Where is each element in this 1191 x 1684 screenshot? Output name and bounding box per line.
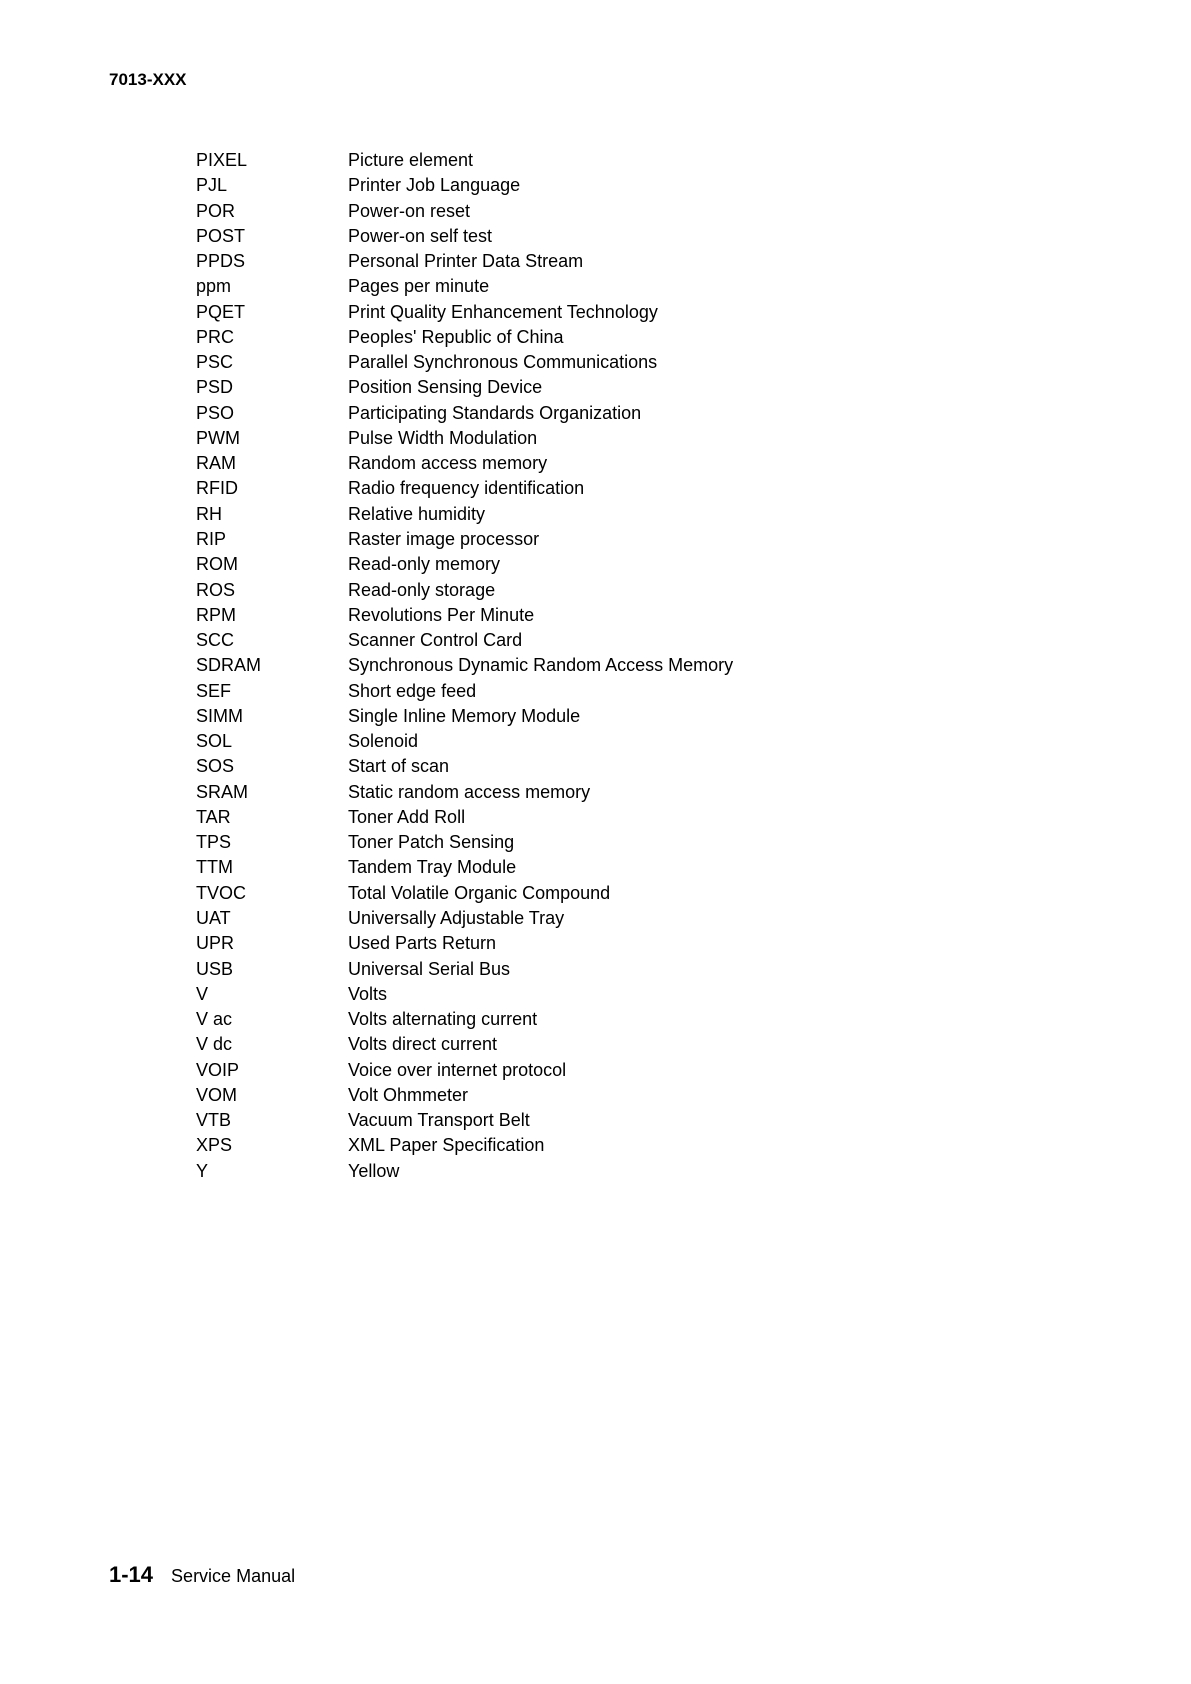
abbreviation-term: RAM	[196, 453, 236, 474]
abbreviation-term: TTM	[196, 857, 233, 878]
list-item	[196, 478, 996, 503]
abbreviation-definition: Yellow	[348, 1160, 400, 1181]
abbreviation-term: PWM	[196, 427, 240, 448]
list-item	[196, 959, 996, 984]
abbreviation-definition: Participating Standards Organization	[348, 402, 642, 423]
abbreviation-definition: Volts alternating current	[348, 1009, 538, 1030]
abbreviation-definition: Volts	[348, 983, 388, 1004]
abbreviation-term: PSC	[196, 352, 234, 373]
abbreviation-definition: Radio frequency identification	[348, 478, 585, 499]
list-item	[196, 175, 996, 200]
abbreviation-definition: Universally Adjustable Tray	[348, 907, 565, 928]
list-item	[196, 327, 996, 352]
abbreviation-term: VOIP	[196, 1059, 240, 1080]
list-item	[196, 984, 996, 1009]
list-item	[196, 201, 996, 226]
abbreviation-term: XPS	[196, 1135, 233, 1156]
abbreviation-definition: Picture element	[348, 150, 474, 170]
abbreviation-definition: Static random access memory	[348, 781, 591, 802]
page-number: 1-14	[109, 1562, 154, 1587]
list-item	[196, 731, 996, 756]
abbreviation-definition: Read-only memory	[348, 554, 501, 575]
abbreviation-term: PPDS	[196, 251, 246, 272]
abbreviation-definition: Volts direct current	[348, 1034, 498, 1055]
abbreviation-definition: Scanner Control Card	[348, 630, 523, 651]
abbreviation-definition: Short edge feed	[348, 680, 477, 701]
abbreviation-definition: Position Sensing Device	[348, 377, 543, 398]
abbreviation-term: ROS	[196, 579, 236, 600]
list-item	[196, 453, 996, 478]
list-item	[196, 1161, 996, 1186]
list-item	[196, 706, 996, 731]
list-item	[196, 1034, 996, 1059]
abbreviation-term: TVOC	[196, 882, 247, 903]
abbreviation-definition: Read-only storage	[348, 579, 496, 600]
abbreviation-term: PQET	[196, 301, 246, 322]
list-item	[196, 681, 996, 706]
abbreviation-definition: Universal Serial Bus	[348, 958, 511, 979]
list-item	[196, 655, 996, 680]
list-item	[196, 832, 996, 857]
abbreviation-definition: Single Inline Memory Module	[348, 705, 581, 726]
abbreviation-term: Y	[196, 1160, 209, 1181]
abbreviation-definition: Tandem Tray Module	[348, 857, 517, 878]
abbreviation-term: POR	[196, 200, 236, 221]
abbreviation-term: PSD	[196, 377, 234, 398]
abbreviation-definition: Pulse Width Modulation	[348, 427, 538, 448]
abbreviation-definition: Toner Patch Sensing	[348, 832, 515, 853]
page-header-model: 7013-XXX	[109, 70, 187, 89]
abbreviation-term: UPR	[196, 933, 235, 954]
abbreviation-term: PSO	[196, 402, 235, 423]
abbreviation-term: RIP	[196, 528, 227, 549]
list-item	[196, 807, 996, 832]
abbreviation-definition: Vacuum Transport Belt	[348, 1110, 530, 1131]
list-item	[196, 529, 996, 554]
abbreviation-term: ROM	[196, 554, 238, 575]
abbreviation-definition: Personal Printer Data Stream	[348, 251, 584, 272]
abbreviation-definition: Parallel Synchronous Communications	[348, 352, 658, 373]
abbreviation-term: TAR	[196, 806, 231, 827]
abbreviation-definition: Raster image processor	[348, 528, 540, 549]
list-item	[196, 403, 996, 428]
abbreviation-definition: Pages per minute	[348, 276, 490, 297]
list-item	[196, 1060, 996, 1085]
abbreviation-definition: Power-on reset	[348, 200, 471, 221]
list-item	[196, 377, 996, 402]
abbreviation-term: PRC	[196, 326, 235, 347]
abbreviation-term: RH	[196, 503, 222, 524]
abbreviation-term: SEF	[196, 680, 232, 701]
abbreviation-term: V	[196, 983, 209, 1004]
abbreviation-term: SCC	[196, 630, 235, 651]
list-item	[196, 605, 996, 630]
list-item	[196, 251, 996, 276]
abbreviation-term: SDRAM	[196, 655, 262, 676]
abbreviation-definition: Power-on self test	[348, 225, 493, 246]
abbreviation-definition: Random access memory	[348, 453, 548, 474]
abbreviation-definition: Solenoid	[348, 731, 419, 752]
list-item	[196, 554, 996, 579]
abbreviation-definition: XML Paper Specification	[348, 1135, 545, 1156]
abbreviation-term: VTB	[196, 1110, 232, 1131]
abbreviation-list	[196, 150, 996, 1186]
abbreviation-term: USB	[196, 958, 234, 979]
manual-title: Service Manual	[171, 1566, 296, 1586]
list-item	[196, 226, 996, 251]
list-item	[196, 933, 996, 958]
abbreviation-definition: Peoples' Republic of China	[348, 326, 564, 347]
abbreviation-definition: Synchronous Dynamic Random Access Memory	[348, 655, 734, 676]
abbreviation-term: POST	[196, 225, 246, 246]
list-item	[196, 1135, 996, 1160]
list-item	[196, 857, 996, 882]
list-item	[196, 782, 996, 807]
abbreviation-term: SIMM	[196, 705, 243, 726]
list-item	[196, 428, 996, 453]
abbreviation-term: SOL	[196, 731, 233, 752]
list-item	[196, 908, 996, 933]
list-item	[196, 150, 996, 175]
abbreviation-term: PIXEL	[196, 150, 248, 170]
list-item	[196, 1110, 996, 1135]
abbreviation-term: SRAM	[196, 781, 249, 802]
abbreviation-term: V ac	[196, 1009, 233, 1030]
abbreviation-definition: Print Quality Enhancement Technology	[348, 301, 658, 322]
abbreviation-definition: Volt Ohmmeter	[348, 1084, 469, 1105]
list-item	[196, 580, 996, 605]
list-item	[196, 276, 996, 301]
list-item	[196, 883, 996, 908]
list-item	[196, 756, 996, 781]
abbreviation-term: VOM	[196, 1084, 238, 1105]
abbreviation-definition: Total Volatile Organic Compound	[348, 882, 611, 903]
page-footer	[109, 1562, 295, 1588]
list-item	[196, 352, 996, 377]
list-item	[196, 630, 996, 655]
abbreviation-definition: Printer Job Language	[348, 175, 521, 196]
list-item	[196, 504, 996, 529]
abbreviation-definition: Relative humidity	[348, 503, 486, 524]
abbreviation-definition: Used Parts Return	[348, 933, 497, 954]
abbreviation-term: UAT	[196, 907, 231, 928]
list-item	[196, 1085, 996, 1110]
abbreviation-term: TPS	[196, 832, 232, 853]
abbreviation-definition: Start of scan	[348, 756, 450, 777]
list-item	[196, 302, 996, 327]
abbreviation-term: RFID	[196, 478, 238, 499]
abbreviation-term: RPM	[196, 604, 236, 625]
abbreviation-term: SOS	[196, 756, 235, 777]
abbreviation-definition: Revolutions Per Minute	[348, 604, 535, 625]
abbreviation-term: PJL	[196, 175, 228, 196]
abbreviation-term: ppm	[196, 276, 232, 297]
abbreviation-definition: Voice over internet protocol	[348, 1059, 567, 1080]
abbreviation-term: V dc	[196, 1034, 233, 1055]
list-item	[196, 1009, 996, 1034]
abbreviation-definition: Toner Add Roll	[348, 806, 466, 827]
